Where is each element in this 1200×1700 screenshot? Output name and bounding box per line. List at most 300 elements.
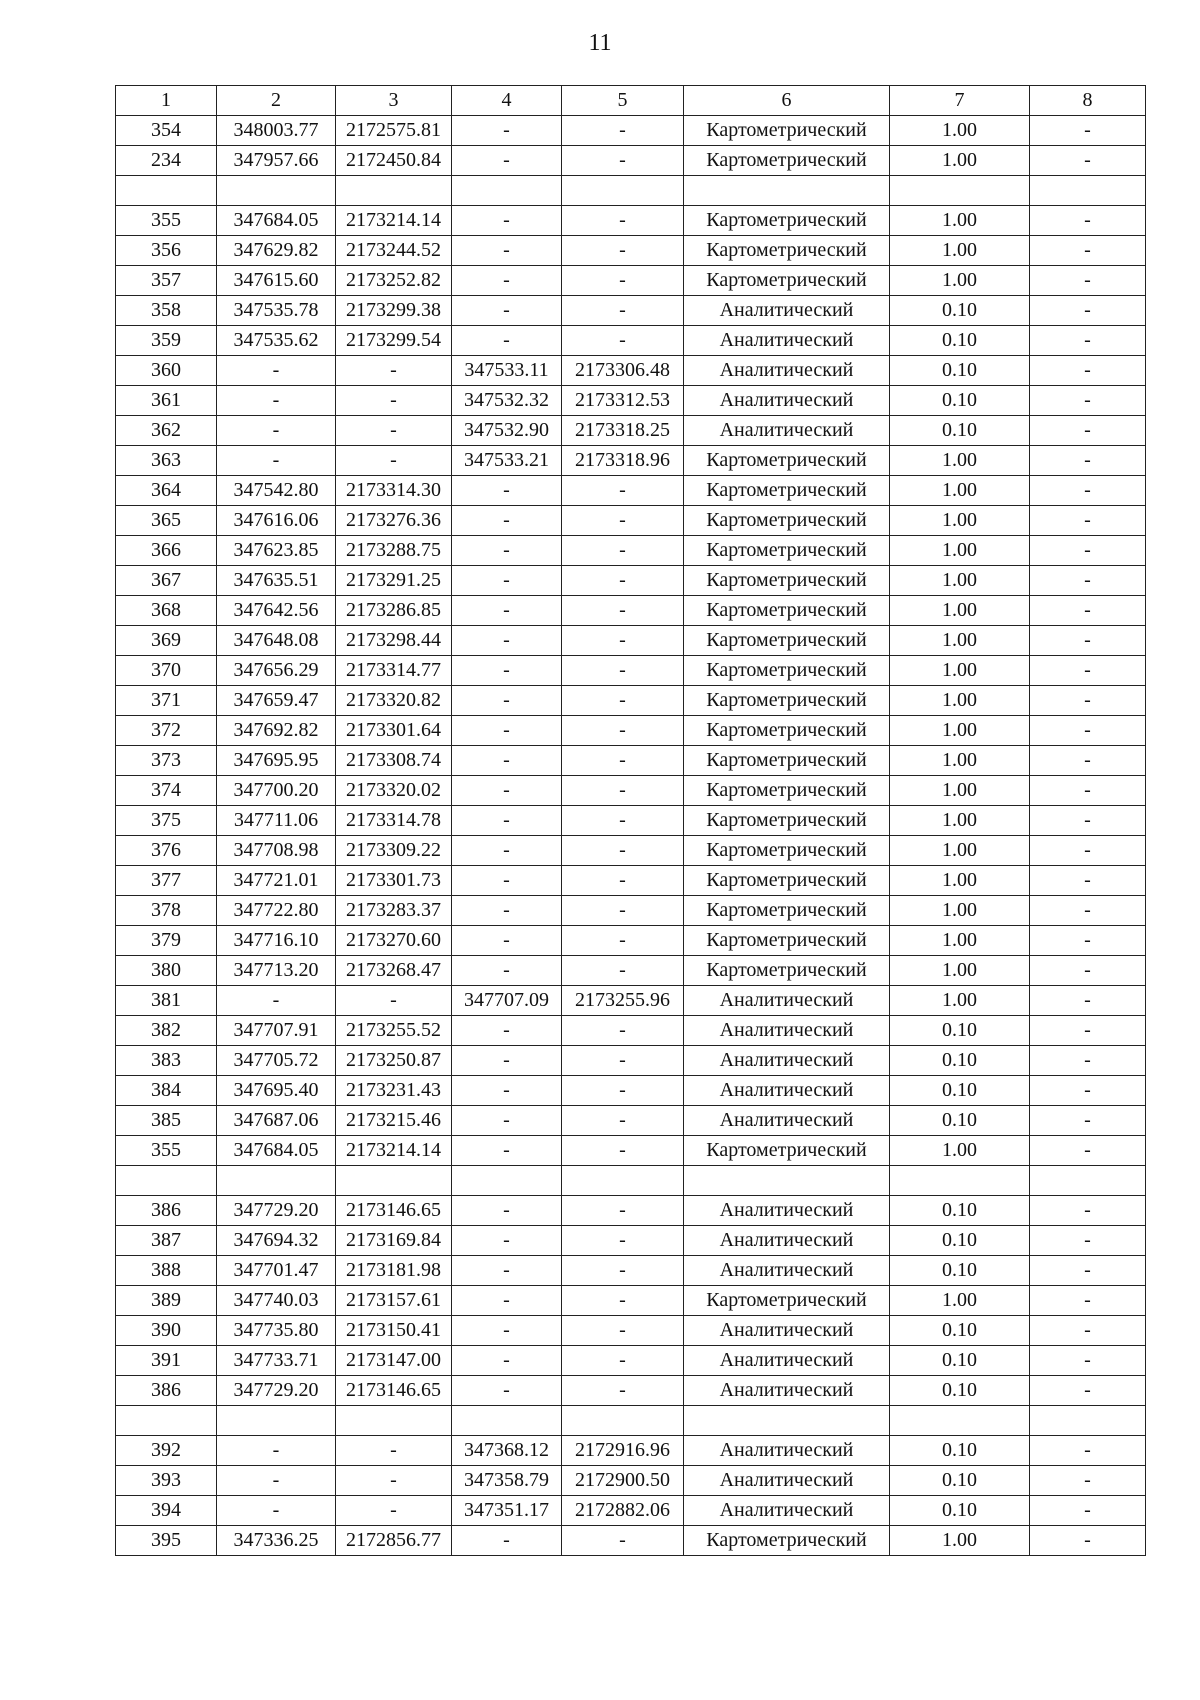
x-cell: 347542.80 bbox=[217, 476, 336, 506]
table-row bbox=[116, 596, 1146, 626]
method-cell: Картометрический bbox=[684, 686, 890, 716]
y-new-cell: 2172900.50 bbox=[562, 1466, 684, 1496]
header-cell: 6 bbox=[684, 86, 890, 116]
accuracy-cell: 0.10 bbox=[890, 1316, 1030, 1346]
accuracy-cell: 0.10 bbox=[890, 1346, 1030, 1376]
point-number-cell: 368 bbox=[116, 596, 217, 626]
y-cell: - bbox=[336, 1466, 452, 1496]
x-cell: 347629.82 bbox=[217, 236, 336, 266]
method-cell: Картометрический bbox=[684, 1526, 890, 1556]
note-cell: - bbox=[1030, 386, 1146, 416]
x-cell: 347684.05 bbox=[217, 206, 336, 236]
point-number-cell: 354 bbox=[116, 116, 217, 146]
table-row bbox=[116, 836, 1146, 866]
y-cell: 2173308.74 bbox=[336, 746, 452, 776]
y-new-cell: - bbox=[562, 1256, 684, 1286]
point-number-cell: 386 bbox=[116, 1196, 217, 1226]
y-new-cell: - bbox=[562, 476, 684, 506]
x-cell: - bbox=[217, 356, 336, 386]
accuracy-cell: 1.00 bbox=[890, 656, 1030, 686]
accuracy-cell: 0.10 bbox=[890, 356, 1030, 386]
note-cell: - bbox=[1030, 1526, 1146, 1556]
x-cell: 347695.95 bbox=[217, 746, 336, 776]
note-cell: - bbox=[1030, 986, 1146, 1016]
y-cell: 2173291.25 bbox=[336, 566, 452, 596]
x-cell: 347729.20 bbox=[217, 1376, 336, 1406]
accuracy-cell: 1.00 bbox=[890, 746, 1030, 776]
x-cell: 347687.06 bbox=[217, 1106, 336, 1136]
accuracy-cell: 1.00 bbox=[890, 716, 1030, 746]
y-new-cell: - bbox=[562, 596, 684, 626]
y-cell: - bbox=[336, 446, 452, 476]
note-cell: - bbox=[1030, 1256, 1146, 1286]
x-cell: 347336.25 bbox=[217, 1526, 336, 1556]
table-row bbox=[116, 1226, 1146, 1256]
accuracy-cell bbox=[890, 1406, 1030, 1436]
x-new-cell: - bbox=[452, 1376, 562, 1406]
point-number-cell: 366 bbox=[116, 536, 217, 566]
accuracy-cell: 0.10 bbox=[890, 1016, 1030, 1046]
table-row bbox=[116, 266, 1146, 296]
point-number-cell: 356 bbox=[116, 236, 217, 266]
y-cell: - bbox=[336, 356, 452, 386]
note-cell: - bbox=[1030, 806, 1146, 836]
table-row bbox=[116, 1016, 1146, 1046]
x-cell: 347721.01 bbox=[217, 866, 336, 896]
method-cell: Аналитический bbox=[684, 326, 890, 356]
accuracy-cell: 0.10 bbox=[890, 1256, 1030, 1286]
y-new-cell: - bbox=[562, 1076, 684, 1106]
x-cell: 347659.47 bbox=[217, 686, 336, 716]
table-row bbox=[116, 1196, 1146, 1226]
method-cell: Картометрический bbox=[684, 506, 890, 536]
point-number-cell: 373 bbox=[116, 746, 217, 776]
method-cell: Картометрический bbox=[684, 716, 890, 746]
accuracy-cell: 1.00 bbox=[890, 776, 1030, 806]
table-row bbox=[116, 296, 1146, 326]
accuracy-cell: 0.10 bbox=[890, 1046, 1030, 1076]
point-number-cell: 364 bbox=[116, 476, 217, 506]
y-new-cell: - bbox=[562, 1196, 684, 1226]
table-body bbox=[116, 116, 1146, 1556]
x-new-cell: - bbox=[452, 956, 562, 986]
note-cell bbox=[1030, 1166, 1146, 1196]
table-row bbox=[116, 206, 1146, 236]
y-new-cell: - bbox=[562, 1226, 684, 1256]
x-new-cell: - bbox=[452, 1136, 562, 1166]
x-new-cell: - bbox=[452, 1016, 562, 1046]
accuracy-cell: 0.10 bbox=[890, 1196, 1030, 1226]
table-row bbox=[116, 506, 1146, 536]
x-new-cell: - bbox=[452, 536, 562, 566]
x-cell: 348003.77 bbox=[217, 116, 336, 146]
table-row bbox=[116, 326, 1146, 356]
method-cell: Аналитический bbox=[684, 1376, 890, 1406]
point-number-cell: 374 bbox=[116, 776, 217, 806]
y-new-cell: 2173312.53 bbox=[562, 386, 684, 416]
point-number-cell: 234 bbox=[116, 146, 217, 176]
table-row bbox=[116, 446, 1146, 476]
accuracy-cell bbox=[890, 1166, 1030, 1196]
table-row bbox=[116, 686, 1146, 716]
note-cell: - bbox=[1030, 716, 1146, 746]
y-cell: 2172856.77 bbox=[336, 1526, 452, 1556]
y-new-cell bbox=[562, 1166, 684, 1196]
accuracy-cell: 0.10 bbox=[890, 1376, 1030, 1406]
header-cell: 3 bbox=[336, 86, 452, 116]
y-new-cell: - bbox=[562, 536, 684, 566]
table-row bbox=[116, 926, 1146, 956]
method-cell: Аналитический bbox=[684, 1016, 890, 1046]
method-cell: Аналитический bbox=[684, 1346, 890, 1376]
y-cell: 2173255.52 bbox=[336, 1016, 452, 1046]
point-number-cell: 360 bbox=[116, 356, 217, 386]
point-number-cell: 389 bbox=[116, 1286, 217, 1316]
y-cell: 2173146.65 bbox=[336, 1196, 452, 1226]
y-cell: 2173286.85 bbox=[336, 596, 452, 626]
accuracy-cell: 0.10 bbox=[890, 1226, 1030, 1256]
method-cell: Аналитический bbox=[684, 1106, 890, 1136]
accuracy-cell: 1.00 bbox=[890, 536, 1030, 566]
method-cell: Картометрический bbox=[684, 806, 890, 836]
note-cell: - bbox=[1030, 566, 1146, 596]
y-new-cell: - bbox=[562, 116, 684, 146]
accuracy-cell: 1.00 bbox=[890, 1136, 1030, 1166]
accuracy-cell: 1.00 bbox=[890, 926, 1030, 956]
point-number-cell: 381 bbox=[116, 986, 217, 1016]
method-cell bbox=[684, 176, 890, 206]
method-cell: Картометрический bbox=[684, 956, 890, 986]
y-new-cell: - bbox=[562, 896, 684, 926]
x-new-cell bbox=[452, 176, 562, 206]
x-cell: 347707.91 bbox=[217, 1016, 336, 1046]
point-number-cell: 392 bbox=[116, 1436, 217, 1466]
x-new-cell: 347532.90 bbox=[452, 416, 562, 446]
y-new-cell: - bbox=[562, 1316, 684, 1346]
note-cell: - bbox=[1030, 326, 1146, 356]
y-cell: 2173314.77 bbox=[336, 656, 452, 686]
accuracy-cell: 1.00 bbox=[890, 236, 1030, 266]
x-new-cell: - bbox=[452, 596, 562, 626]
note-cell: - bbox=[1030, 416, 1146, 446]
point-number-cell: 369 bbox=[116, 626, 217, 656]
y-cell: 2173320.82 bbox=[336, 686, 452, 716]
note-cell: - bbox=[1030, 1316, 1146, 1346]
x-new-cell: - bbox=[452, 806, 562, 836]
accuracy-cell: 1.00 bbox=[890, 956, 1030, 986]
page-number: 11 bbox=[588, 30, 612, 56]
note-cell: - bbox=[1030, 1076, 1146, 1106]
note-cell: - bbox=[1030, 356, 1146, 386]
table-row bbox=[116, 1526, 1146, 1556]
point-number-cell: 355 bbox=[116, 206, 217, 236]
note-cell: - bbox=[1030, 1106, 1146, 1136]
y-new-cell: - bbox=[562, 206, 684, 236]
table-row bbox=[116, 476, 1146, 506]
y-new-cell: 2173318.25 bbox=[562, 416, 684, 446]
x-cell: 347692.82 bbox=[217, 716, 336, 746]
x-new-cell: - bbox=[452, 1046, 562, 1076]
y-new-cell: - bbox=[562, 866, 684, 896]
accuracy-cell: 1.00 bbox=[890, 596, 1030, 626]
point-number-cell: 372 bbox=[116, 716, 217, 746]
point-number-cell: 394 bbox=[116, 1496, 217, 1526]
y-cell: 2173314.30 bbox=[336, 476, 452, 506]
blank-separator-row bbox=[116, 1406, 1146, 1436]
y-new-cell: - bbox=[562, 806, 684, 836]
accuracy-cell: 1.00 bbox=[890, 1526, 1030, 1556]
y-new-cell: - bbox=[562, 326, 684, 356]
y-cell: 2173320.02 bbox=[336, 776, 452, 806]
x-cell: - bbox=[217, 1466, 336, 1496]
method-cell: Аналитический bbox=[684, 386, 890, 416]
note-cell: - bbox=[1030, 776, 1146, 806]
note-cell: - bbox=[1030, 836, 1146, 866]
accuracy-cell: 1.00 bbox=[890, 806, 1030, 836]
x-new-cell: - bbox=[452, 866, 562, 896]
method-cell: Аналитический bbox=[684, 356, 890, 386]
x-new-cell: - bbox=[452, 1076, 562, 1106]
y-new-cell: - bbox=[562, 686, 684, 716]
method-cell: Аналитический bbox=[684, 1046, 890, 1076]
y-cell: 2173150.41 bbox=[336, 1316, 452, 1346]
note-cell: - bbox=[1030, 1016, 1146, 1046]
table-row bbox=[116, 566, 1146, 596]
note-cell bbox=[1030, 176, 1146, 206]
x-cell: 347735.80 bbox=[217, 1316, 336, 1346]
accuracy-cell: 1.00 bbox=[890, 116, 1030, 146]
x-cell bbox=[217, 1406, 336, 1436]
x-cell bbox=[217, 1166, 336, 1196]
note-cell bbox=[1030, 1406, 1146, 1436]
x-cell: 347716.10 bbox=[217, 926, 336, 956]
x-new-cell: 347533.11 bbox=[452, 356, 562, 386]
method-cell: Картометрический bbox=[684, 746, 890, 776]
x-cell: 347684.05 bbox=[217, 1136, 336, 1166]
method-cell: Картометрический bbox=[684, 146, 890, 176]
point-number-cell: 384 bbox=[116, 1076, 217, 1106]
y-new-cell: - bbox=[562, 566, 684, 596]
y-new-cell: - bbox=[562, 1526, 684, 1556]
method-cell: Аналитический bbox=[684, 986, 890, 1016]
header-cell: 7 bbox=[890, 86, 1030, 116]
x-cell: 347700.20 bbox=[217, 776, 336, 806]
method-cell: Картометрический bbox=[684, 596, 890, 626]
y-new-cell: 2173306.48 bbox=[562, 356, 684, 386]
point-number-cell: 385 bbox=[116, 1106, 217, 1136]
y-cell: 2173147.00 bbox=[336, 1346, 452, 1376]
y-new-cell: - bbox=[562, 1106, 684, 1136]
accuracy-cell: 0.10 bbox=[890, 1496, 1030, 1526]
x-cell: 347722.80 bbox=[217, 896, 336, 926]
y-new-cell: - bbox=[562, 746, 684, 776]
y-cell: 2173299.54 bbox=[336, 326, 452, 356]
header-cell: 8 bbox=[1030, 86, 1146, 116]
x-new-cell: - bbox=[452, 326, 562, 356]
table-row bbox=[116, 716, 1146, 746]
accuracy-cell: 0.10 bbox=[890, 386, 1030, 416]
accuracy-cell: 1.00 bbox=[890, 266, 1030, 296]
x-cell: - bbox=[217, 416, 336, 446]
x-new-cell: 347358.79 bbox=[452, 1466, 562, 1496]
point-number-cell: 379 bbox=[116, 926, 217, 956]
y-cell: 2173252.82 bbox=[336, 266, 452, 296]
y-cell: 2173268.47 bbox=[336, 956, 452, 986]
y-new-cell: - bbox=[562, 1376, 684, 1406]
x-new-cell: - bbox=[452, 146, 562, 176]
x-cell: 347695.40 bbox=[217, 1076, 336, 1106]
point-number-cell: 375 bbox=[116, 806, 217, 836]
note-cell: - bbox=[1030, 296, 1146, 326]
y-cell: - bbox=[336, 1436, 452, 1466]
note-cell: - bbox=[1030, 476, 1146, 506]
method-cell: Картометрический bbox=[684, 266, 890, 296]
point-number-cell: 362 bbox=[116, 416, 217, 446]
accuracy-cell: 1.00 bbox=[890, 626, 1030, 656]
table-row bbox=[116, 116, 1146, 146]
point-number-cell bbox=[116, 1406, 217, 1436]
x-new-cell: - bbox=[452, 836, 562, 866]
y-cell: 2173298.44 bbox=[336, 626, 452, 656]
y-new-cell: - bbox=[562, 926, 684, 956]
method-cell: Аналитический bbox=[684, 1256, 890, 1286]
point-number-cell: 390 bbox=[116, 1316, 217, 1346]
table-row bbox=[116, 1436, 1146, 1466]
table-row bbox=[116, 386, 1146, 416]
y-new-cell: 2173255.96 bbox=[562, 986, 684, 1016]
accuracy-cell: 0.10 bbox=[890, 296, 1030, 326]
x-new-cell: - bbox=[452, 716, 562, 746]
x-new-cell: - bbox=[452, 266, 562, 296]
point-number-cell: 370 bbox=[116, 656, 217, 686]
point-number-cell: 359 bbox=[116, 326, 217, 356]
accuracy-cell: 1.00 bbox=[890, 476, 1030, 506]
x-new-cell: - bbox=[452, 1226, 562, 1256]
table-row bbox=[116, 1286, 1146, 1316]
x-cell: - bbox=[217, 1436, 336, 1466]
x-new-cell: - bbox=[452, 236, 562, 266]
method-cell: Аналитический bbox=[684, 1496, 890, 1526]
x-cell: - bbox=[217, 1496, 336, 1526]
accuracy-cell: 0.10 bbox=[890, 1466, 1030, 1496]
table-row bbox=[116, 656, 1146, 686]
y-new-cell: - bbox=[562, 236, 684, 266]
note-cell: - bbox=[1030, 506, 1146, 536]
x-new-cell: - bbox=[452, 1286, 562, 1316]
note-cell: - bbox=[1030, 896, 1146, 926]
x-new-cell: - bbox=[452, 1196, 562, 1226]
x-new-cell: - bbox=[452, 746, 562, 776]
y-new-cell: - bbox=[562, 1136, 684, 1166]
note-cell: - bbox=[1030, 1196, 1146, 1226]
x-cell: 347623.85 bbox=[217, 536, 336, 566]
point-number-cell: 363 bbox=[116, 446, 217, 476]
table-row bbox=[116, 356, 1146, 386]
x-cell: 347642.56 bbox=[217, 596, 336, 626]
note-cell: - bbox=[1030, 1346, 1146, 1376]
note-cell: - bbox=[1030, 236, 1146, 266]
accuracy-cell: 1.00 bbox=[890, 1286, 1030, 1316]
note-cell: - bbox=[1030, 266, 1146, 296]
note-cell: - bbox=[1030, 1436, 1146, 1466]
accuracy-cell: 1.00 bbox=[890, 686, 1030, 716]
point-number-cell: 378 bbox=[116, 896, 217, 926]
y-cell: - bbox=[336, 416, 452, 446]
y-cell: 2173146.65 bbox=[336, 1376, 452, 1406]
y-new-cell: 2172916.96 bbox=[562, 1436, 684, 1466]
y-cell: 2173169.84 bbox=[336, 1226, 452, 1256]
y-cell: 2173214.14 bbox=[336, 206, 452, 236]
table-row bbox=[116, 1136, 1146, 1166]
table-row bbox=[116, 806, 1146, 836]
x-new-cell: - bbox=[452, 1526, 562, 1556]
point-number-cell: 382 bbox=[116, 1016, 217, 1046]
y-cell: 2173288.75 bbox=[336, 536, 452, 566]
method-cell: Аналитический bbox=[684, 1466, 890, 1496]
note-cell: - bbox=[1030, 146, 1146, 176]
x-new-cell: 347707.09 bbox=[452, 986, 562, 1016]
y-cell: - bbox=[336, 386, 452, 416]
table-row bbox=[116, 896, 1146, 926]
method-cell: Картометрический bbox=[684, 1136, 890, 1166]
y-new-cell: - bbox=[562, 716, 684, 746]
method-cell: Картометрический bbox=[684, 866, 890, 896]
y-cell: 2173250.87 bbox=[336, 1046, 452, 1076]
method-cell: Картометрический bbox=[684, 566, 890, 596]
table-row bbox=[116, 536, 1146, 566]
table-row bbox=[116, 626, 1146, 656]
accuracy-cell: 1.00 bbox=[890, 146, 1030, 176]
note-cell: - bbox=[1030, 866, 1146, 896]
y-cell: 2173215.46 bbox=[336, 1106, 452, 1136]
accuracy-cell: 0.10 bbox=[890, 1106, 1030, 1136]
accuracy-cell: 1.00 bbox=[890, 506, 1030, 536]
note-cell: - bbox=[1030, 746, 1146, 776]
x-new-cell: - bbox=[452, 1316, 562, 1346]
method-cell: Картометрический bbox=[684, 116, 890, 146]
point-number-cell: 386 bbox=[116, 1376, 217, 1406]
table-row bbox=[116, 1376, 1146, 1406]
table-row bbox=[116, 986, 1146, 1016]
note-cell: - bbox=[1030, 956, 1146, 986]
x-cell: 347701.47 bbox=[217, 1256, 336, 1286]
x-cell: 347648.08 bbox=[217, 626, 336, 656]
method-cell: Картометрический bbox=[684, 536, 890, 566]
x-new-cell: - bbox=[452, 476, 562, 506]
x-cell: 347957.66 bbox=[217, 146, 336, 176]
x-cell: - bbox=[217, 386, 336, 416]
y-new-cell: - bbox=[562, 1016, 684, 1046]
method-cell: Аналитический bbox=[684, 1316, 890, 1346]
y-cell: - bbox=[336, 986, 452, 1016]
coordinates-table bbox=[115, 85, 1146, 1556]
x-new-cell: - bbox=[452, 896, 562, 926]
y-new-cell: - bbox=[562, 656, 684, 686]
method-cell: Картометрический bbox=[684, 236, 890, 266]
accuracy-cell: 1.00 bbox=[890, 836, 1030, 866]
note-cell: - bbox=[1030, 626, 1146, 656]
y-new-cell: - bbox=[562, 266, 684, 296]
x-cell: 347708.98 bbox=[217, 836, 336, 866]
x-cell: 347635.51 bbox=[217, 566, 336, 596]
method-cell bbox=[684, 1406, 890, 1436]
x-new-cell: - bbox=[452, 1106, 562, 1136]
note-cell: - bbox=[1030, 596, 1146, 626]
table-row bbox=[116, 1076, 1146, 1106]
method-cell: Аналитический bbox=[684, 1196, 890, 1226]
point-number-cell: 387 bbox=[116, 1226, 217, 1256]
y-cell: 2173244.52 bbox=[336, 236, 452, 266]
